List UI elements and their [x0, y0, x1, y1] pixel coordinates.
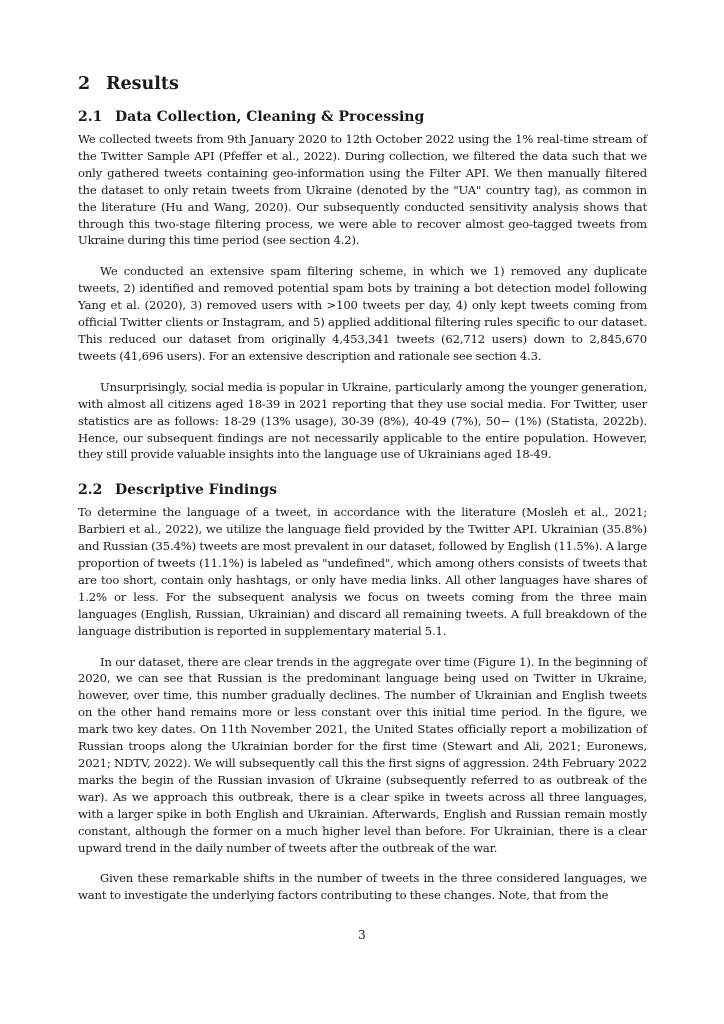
paragraph: In our dataset, there are clear trends in the aggregate over time (Figure 1). In the beginning of 2020, we can see that Russian is the predominant language being used on Twitter in Ukraine, however, over time, this number gradually declines. The number of Ukrainian and English tweets on the other hand remains more or less constant over this initial time period. In the figure, we mark two key dates. On 11th November 2021, the United States officially report a mobilization of Russian troops along the Ukrainian border for the first time (Stewart and Ali, 2021; Euronews, 2021; NDTV, 2022). We will subsequently call this the first signs of aggression. 24th February 2022 marks the begin of the Russian invasion of Ukraine (subsequently referred to as outbreak of the war). As we approach this outbreak, there is a clear spike in tweets across all three languages, with a larger spike in both English and Ukrainian. Afterwards, English and Russian remain mostly constant, although the former on a much higher level than before. For Ukrainian, there is a clear upward trend in the daily number of tweets after the outbreak of the war. — [78, 654, 647, 855]
section-title: Results — [106, 74, 179, 94]
page-body — [78, 72, 647, 904]
paragraph: We collected tweets from 9th January 2020 to 12th October 2022 using the 1% real-time stream of the Twitter Sample API (Pfeffer et al., 2022). During collection, we filtered the data such that we only gathered tweets containing geo-information using the Filter API. We then manually filtered the dataset to only retain tweets from Ukraine (denoted by the "UA" country tag), as common in the literature (Hu and Wang, 2020). Our subsequently conducted sensitivity analysis shows that through this two-stage filtering process, we were able to recover almost geo-tagged tweets from Ukraine during this time period (see section 4.2). — [78, 132, 647, 248]
paragraph: We conducted an extensive spam filtering scheme, in which we 1) removed any duplicate tweets, 2) identified and removed potential spam bots by training a bot detection model following Yang et al. (2020), 3) removed users with >100 tweets per day, 4) only kept tweets coming from official Twitter clients or Instagram, and 5) applied additional filtering rules specific to our dataset. This reduced our dataset from originally 4,453,341 tweets (62,712 users) down to 2,845,670 tweets (41,696 users). For an extensive description and rationale see section 4.3. — [78, 264, 647, 363]
page-number: 3 — [358, 928, 366, 942]
section-heading — [78, 72, 647, 96]
paragraph: Given these remarkable shifts in the number of tweets in the three considered languages, we want to investigate the underlying factors contributing to these changes. Note, that from the — [78, 871, 647, 903]
subsection-heading-2-2 — [78, 480, 647, 500]
subsection-title: Descriptive Findings — [115, 482, 278, 499]
section-number: 2 — [78, 74, 91, 94]
subsection-number: 2.1 — [78, 109, 103, 125]
subsection-title: Data Collection, Cleaning & Processing — [115, 109, 425, 125]
subsection-heading-2-1 — [78, 107, 647, 127]
paragraph: Unsurprisingly, social media is popular in Ukraine, particularly among the younger generation, with almost all citizens aged 18-39 in 2021 reporting that they use social media. For Twitter, user statistics are as follows: 18-29 (13% usage), 30-39 (8%), 40-49 (7%), 50− (1%) (Statista, 2022b). Hence, our subsequent findings are not necessarily applicable to the entire population. However, they still provide valuable insights into the language use of Ukrainians aged 18-49. — [78, 379, 647, 462]
subsection-number: 2.2 — [78, 482, 103, 499]
paragraph: To determine the language of a tweet, in accordance with the literature (Mosleh et al., 2021; Barbieri et al., 2022), we utilize the language field provided by the Twitter API. Ukrainian (35.8%) and Russian (35.4%) tweets are most prevalent in our dataset, followed by English (11.5%). A large proportion of tweets (11.1%) is labeled as "undefined", which among others consists of tweets that are too short, contain only hashtags, or only have media links. All other languages have shares of 1.2% or less. For the subsequent analysis we focus on tweets coming from the three main languages (English, Russian, Ukrainian) and discard all remaining tweets. A full breakdown of the language distribution is reported in supplementary material 5.1. — [78, 505, 647, 638]
